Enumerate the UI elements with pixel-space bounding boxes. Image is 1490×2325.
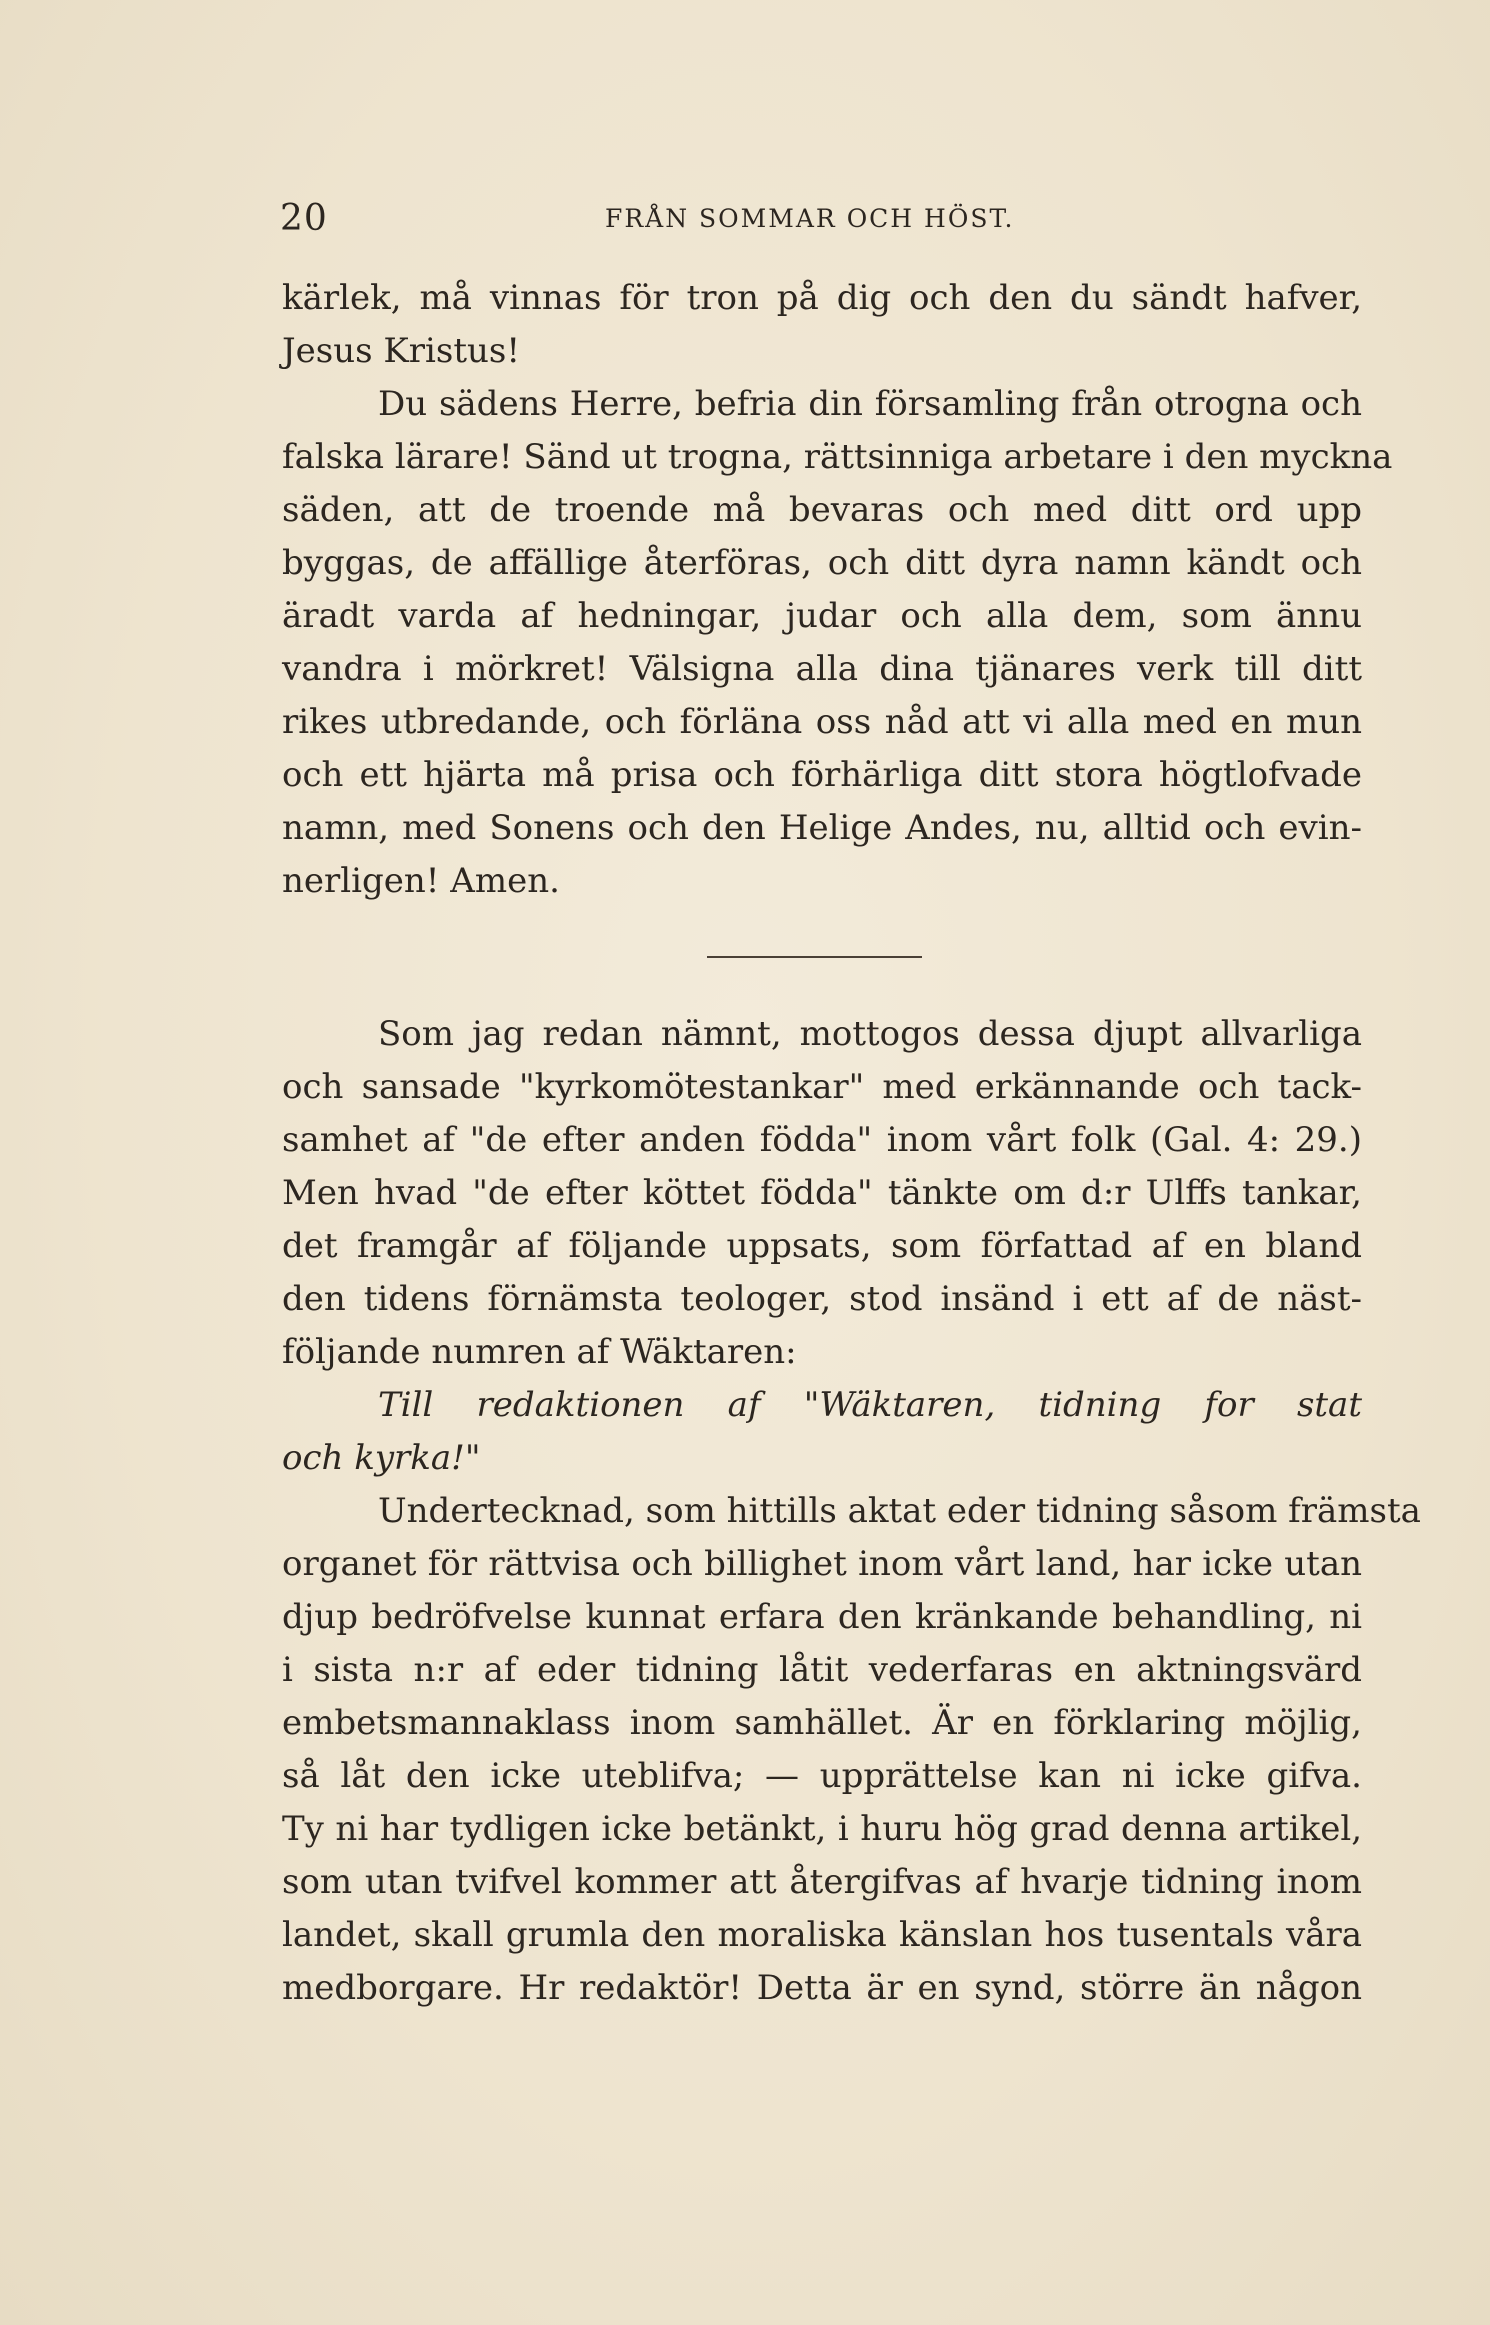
text-line: samhet af "de efter anden födda" inom vårt folk (Gal. 4: 29.) xyxy=(282,1120,1362,1160)
text-line: landet, skall grumla den moraliska känslan hos tusentals våra xyxy=(282,1915,1362,1955)
text-line: Men hvad "de efter köttet födda" tänkte om d:r Ulffs tankar, xyxy=(282,1173,1362,1213)
text-line: Undertecknad, som hittills aktat eder tidning såsom främsta xyxy=(378,1491,1421,1531)
divider-rule xyxy=(707,956,922,958)
body-text xyxy=(282,272,1421,2015)
text-line: kärlek, må vinnas för tron på dig och den du sändt hafver, xyxy=(282,278,1362,318)
text-line: Jesus Kristus! xyxy=(282,331,520,371)
text-line: vandra i mörkret! Välsigna alla dina tjänares verk till ditt xyxy=(282,649,1362,689)
text-line: Som jag redan nämnt, mottogos dessa djupt allvarliga xyxy=(378,1014,1362,1054)
text-line: byggas, de affällige återföras, och ditt dyra namn kändt och xyxy=(282,543,1362,583)
text-line: och ett hjärta må prisa och förhärliga ditt stora högtlofvade xyxy=(282,755,1362,795)
text-line: och sansade "kyrkomötestankar" med erkännande och tack- xyxy=(282,1067,1362,1107)
text-line: falska lärare! Sänd ut trogna, rättsinniga arbetare i den myckna xyxy=(282,437,1393,477)
text-line: så låt den icke uteblifva; — upprättelse kan ni icke gifva. xyxy=(282,1756,1362,1796)
text-line: medborgare. Hr redaktör! Detta är en synd, större än någon xyxy=(282,1968,1362,2008)
text-line: äradt varda af hedningar, judar och alla dem, som ännu xyxy=(282,596,1362,636)
heading-line: och kyrka!" xyxy=(282,1438,481,1478)
text-line: som utan tvifvel kommer att återgifvas af hvarje tidning inom xyxy=(282,1862,1362,1902)
text-line: rikes utbredande, och förläna oss nåd att vi alla med en mun xyxy=(282,702,1362,742)
text-line: det framgår af följande uppsats, som författad af en bland xyxy=(282,1226,1362,1266)
prayer-paragraphs xyxy=(282,272,1393,908)
letter-body xyxy=(282,1485,1421,2015)
page-header xyxy=(280,198,1360,248)
text-line: djup bedröfvelse kunnat erfara den kränkande behandling, ni xyxy=(282,1597,1362,1637)
text-line: i sista n:r af eder tidning låtit vederfaras en aktningsvärd xyxy=(282,1650,1362,1690)
heading-line: Till redaktionen af "Wäktaren, tidning for stat xyxy=(378,1385,1362,1425)
text-line: namn, med Sonens och den Helige Andes, nu, alltid och evin- xyxy=(282,808,1362,848)
page-number: 20 xyxy=(280,198,328,239)
text-line: Du sädens Herre, befria din församling från otrogna och xyxy=(378,384,1362,424)
text-line: nerligen! Amen. xyxy=(282,861,560,901)
text-line: den tidens förnämsta teologer, stod insänd i ett af de näst- xyxy=(282,1279,1362,1319)
text-line: embetsmannaklass inom samhället. Är en förklaring möjlig, xyxy=(282,1703,1362,1743)
text-line: följande numren af Wäktaren: xyxy=(282,1332,797,1372)
running-title: FRÅN SOMMAR OCH HÖST. xyxy=(605,204,1015,233)
letter-heading xyxy=(282,1379,1362,1485)
text-line: organet för rättvisa och billighet inom vårt land, har icke utan xyxy=(282,1544,1362,1584)
section-divider xyxy=(282,908,1362,1008)
text-line: Ty ni har tydligen icke betänkt, i huru hög grad denna artikel, xyxy=(282,1809,1362,1849)
text-line: säden, att de troende må bevaras och med ditt ord upp xyxy=(282,490,1362,530)
commentary-paragraph xyxy=(282,1008,1362,1379)
